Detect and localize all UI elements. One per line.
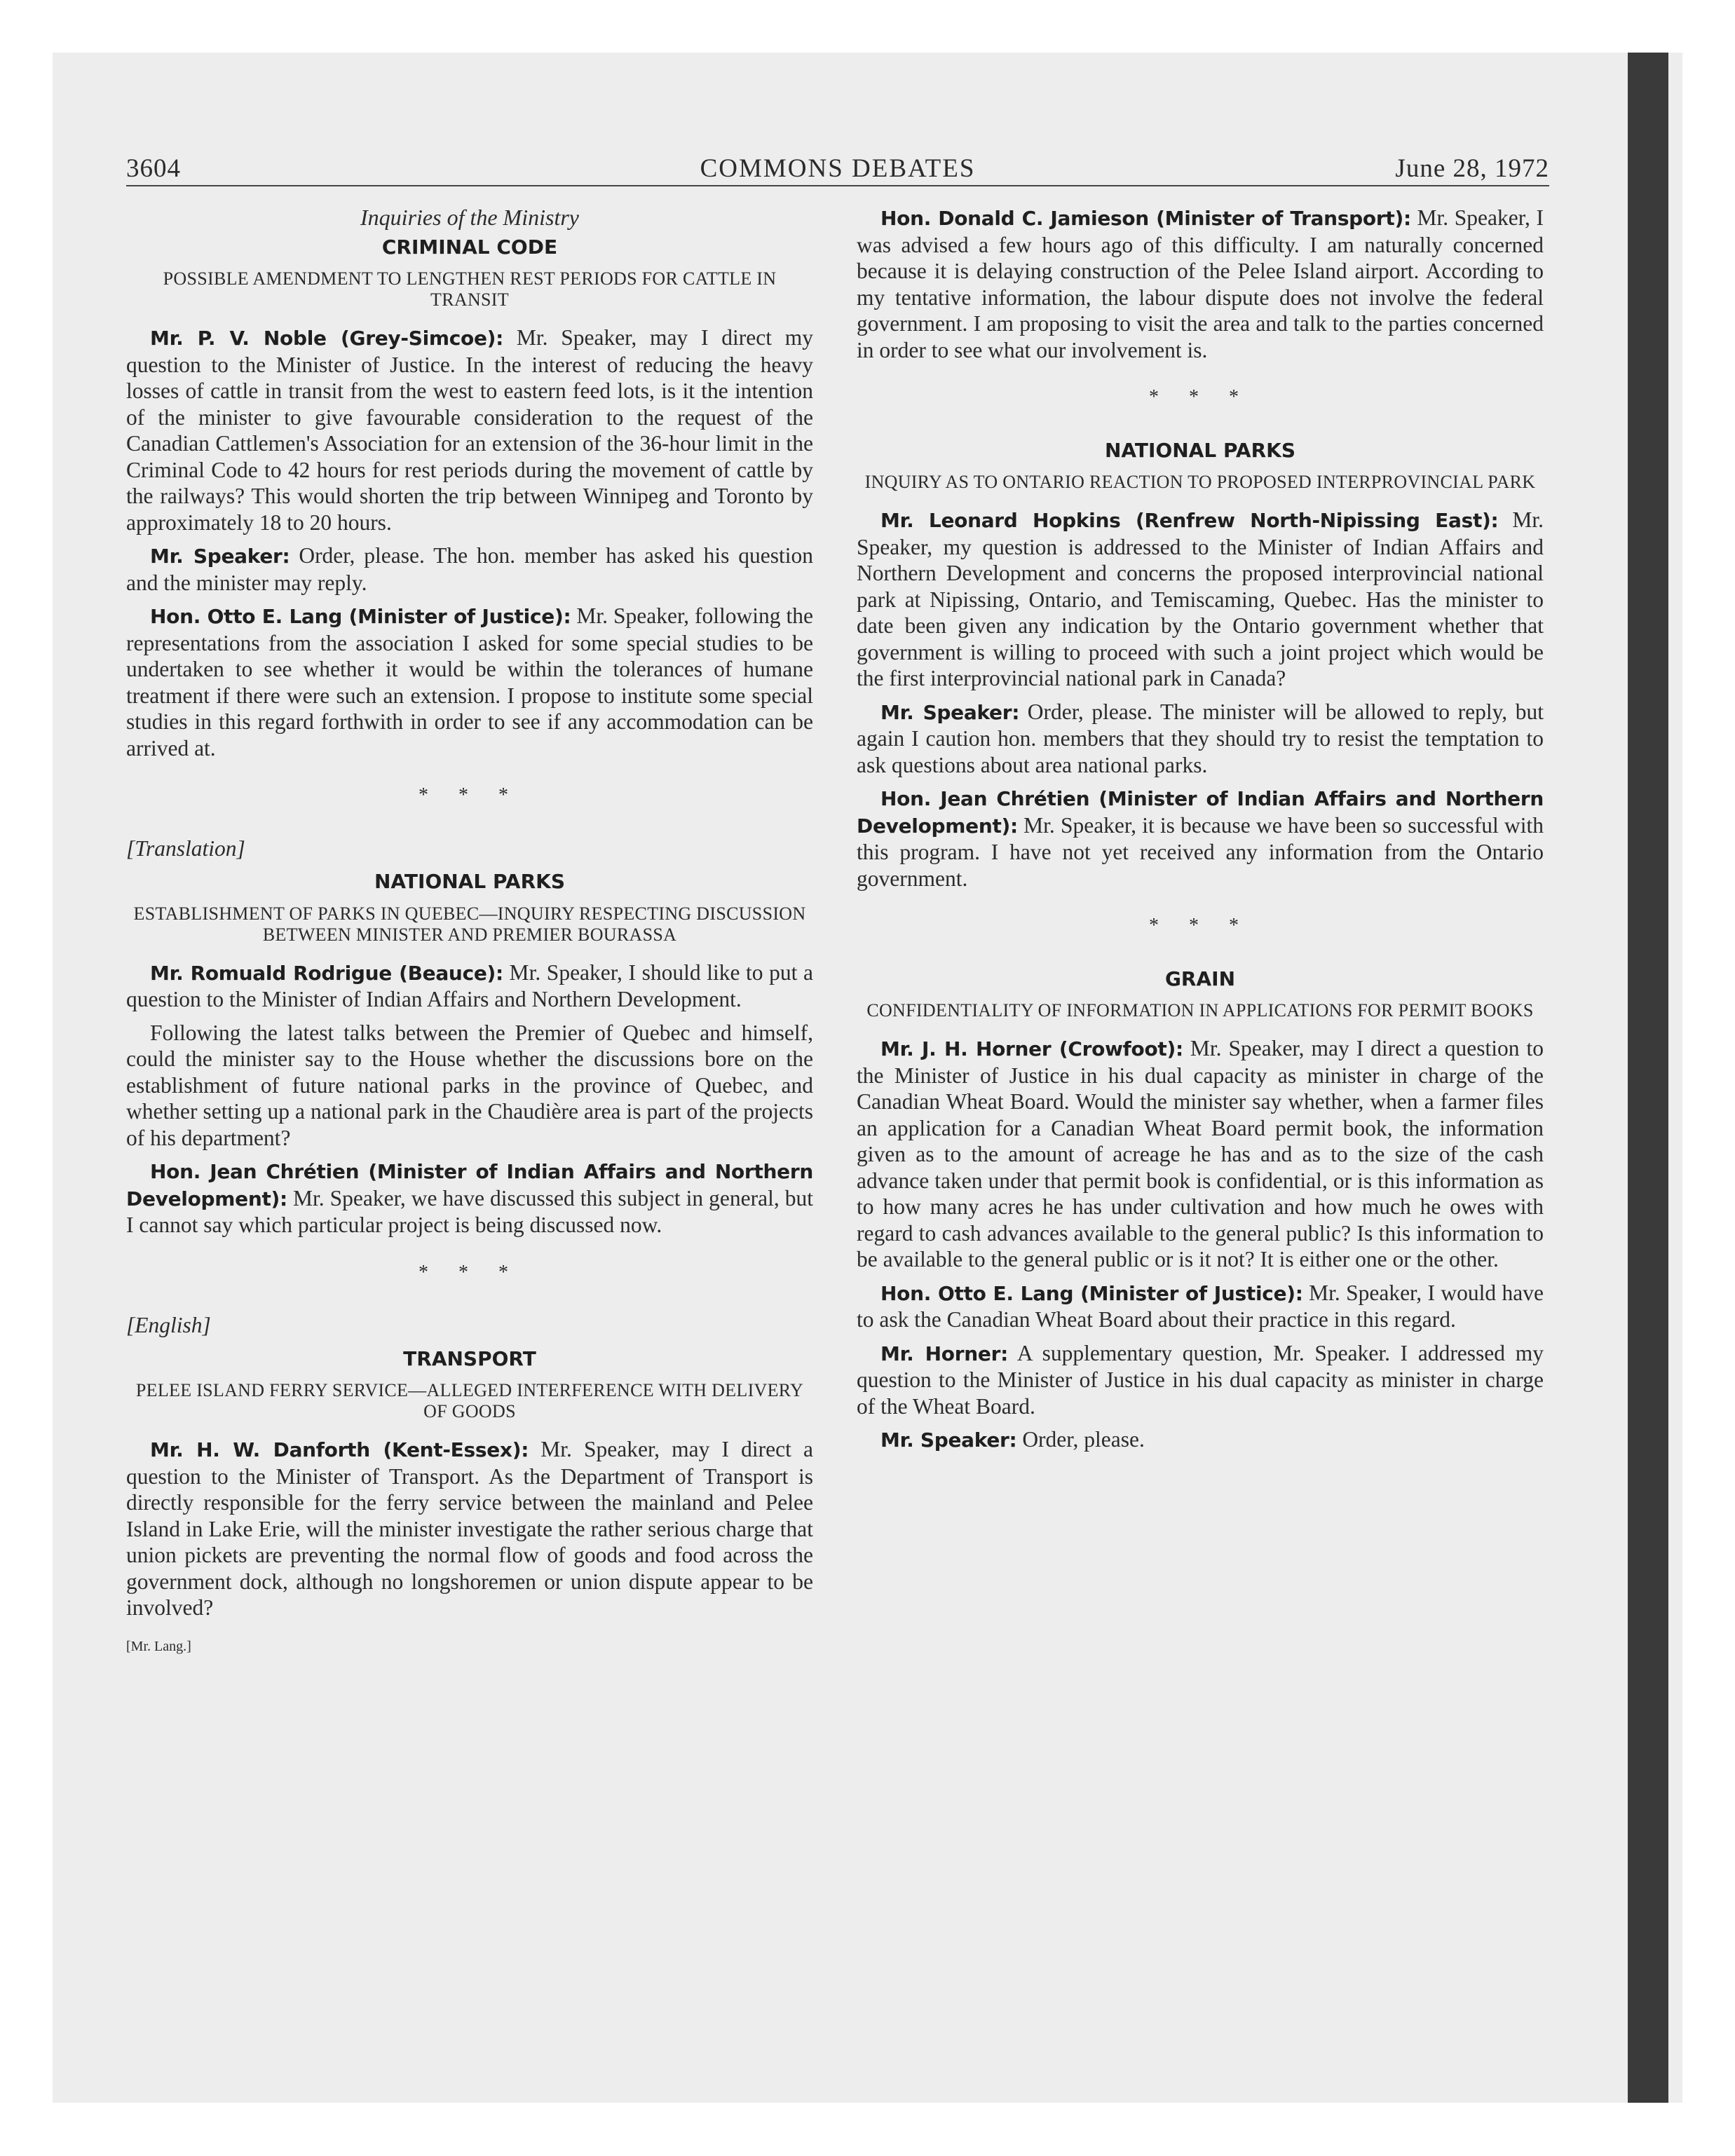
speaker-name: Mr. Horner: bbox=[880, 1342, 1008, 1365]
speech-text: Mr. Speaker, my question is addressed to the Minister of Indian Affairs and Northern Development and concerns the proposed interprovincial national park at Nipissing, Ontario, and Temiscaming, Quebec. Has the minister to date been given any indication by the Ontario government whether that government is willing to proceed with such a joint project which would be the first interprovincial national park in Canada? bbox=[857, 507, 1544, 690]
speech-text: A supplementary question, Mr. Speaker. I addressed my question to the Minister of Justice in his dual capacity as minister in charge of the Wheat Board. bbox=[857, 1340, 1544, 1419]
paragraph-horner-2 bbox=[857, 1340, 1544, 1420]
speaker-name: Hon. Jean Chrétien (Minister of Indian Affairs and Northern Development): bbox=[126, 1160, 813, 1210]
paragraph-horner bbox=[857, 1035, 1544, 1273]
speech-text: Order, please. The hon. member has asked his question and the minister may reply. bbox=[126, 543, 813, 595]
paragraph-hopkins bbox=[857, 507, 1544, 692]
speaker-name: Mr. Speaker: bbox=[150, 545, 290, 568]
speaker-name: Mr. P. V. Noble (Grey-Simcoe): bbox=[150, 327, 504, 350]
scan-edge-bar bbox=[1628, 53, 1668, 2103]
paragraph-chretien bbox=[126, 1158, 813, 1239]
subheading-rest-periods: POSSIBLE AMENDMENT TO LENGTHEN REST PERIODS FOR CATTLE IN TRANSIT bbox=[163, 268, 777, 310]
paragraph-chretien-2 bbox=[857, 785, 1544, 892]
paragraph-danforth bbox=[126, 1436, 813, 1621]
paragraph-speaker bbox=[126, 543, 813, 596]
speaker-name: Mr. J. H. Horner (Crowfoot): bbox=[880, 1037, 1183, 1060]
section-heading-national-parks: NATIONAL PARKS bbox=[374, 870, 565, 893]
speech-text: Order, please. bbox=[1016, 1427, 1145, 1452]
speaker-name: Hon. Donald C. Jamieson (Minister of Transport): bbox=[880, 207, 1411, 230]
paragraph-speaker-3 bbox=[857, 1426, 1544, 1454]
speech-text: Mr. Speaker, we have discussed this subject in general, but I cannot say which particular project is being discussed now. bbox=[126, 1185, 813, 1237]
speaker-name: Mr. Leonard Hopkins (Renfrew North-Nipissing East): bbox=[880, 509, 1499, 532]
paragraph-lang-2 bbox=[857, 1280, 1544, 1333]
right-column bbox=[857, 205, 1544, 1461]
speaker-name: Hon. Otto E. Lang (Minister of Justice): bbox=[880, 1281, 1303, 1305]
paragraph-speaker-2 bbox=[857, 699, 1544, 779]
page-number: 3604 bbox=[126, 154, 181, 183]
translation-note: [Translation] bbox=[126, 835, 245, 861]
speaker-name: Hon. Otto E. Lang (Minister of Justice): bbox=[150, 605, 571, 628]
speech-text: Mr. Speaker, may I direct a question to the Minister of Justice in his dual capacity as minister in charge of the Canadian Wheat Board. Would the minister say whether, when a farmer files an application for a Canadian Wheat Board permit book, the information given as to the amount of acreage he has and as to the size of the cash advance taken under that permit book is confidential, or is this information as to how many acres he has under cultivation and how much he owes with regard to cash advances available to the general public? Is this information to be available to the general public or is it not? It is either one or the other. bbox=[857, 1036, 1544, 1271]
section-divider: * * * bbox=[1149, 915, 1251, 936]
speaker-name: Mr. H. W. Danforth (Kent-Essex): bbox=[150, 1438, 529, 1461]
speech-text: Mr. Speaker, following the representations from the association I asked for some special studies to be undertaken to see whether it would be within the tolerances of humane treatment if there were such an extension. I propose to institute some special studies in this regard forthwith in order to see if any accommodation can be arrived at. bbox=[126, 603, 813, 760]
speech-text: Mr. Speaker, I was advised a few hours ago of this difficulty. I am naturally concerned because it is delaying construction of the Pelee Island airport. According to my tentative information, the labour dispute does not involve the federal government. I am proposing to visit the area and talk to the parties concerned in order to see what our involvement is. bbox=[857, 205, 1544, 362]
paragraph-rodrigue-cont: Following the latest talks between the Premier of Quebec and himself, could the minister say to the House whether the discussions bore on the establishment of future national parks in the province of Quebec, and whether setting up a national park in the Chaudière area is part of the projects of his department? bbox=[126, 1020, 813, 1150]
speech-text: Order, please. The minister will be allowed to reply, but again I caution hon. members that they should try to resist the temptation to ask questions about area national parks. bbox=[857, 699, 1544, 777]
paragraph-jamieson bbox=[857, 205, 1544, 363]
speech-text: Mr. Speaker, it is because we have been so successful with this program. I have not yet received any information from the Ontario government. bbox=[857, 812, 1544, 891]
left-column bbox=[126, 205, 813, 1660]
section-heading-criminal-code: CRIMINAL CODE bbox=[381, 235, 558, 259]
page-footnote: [Mr. Lang.] bbox=[126, 1638, 191, 1654]
speaker-name: Mr. Speaker: bbox=[880, 1428, 1017, 1452]
section-divider: * * * bbox=[419, 784, 521, 806]
english-note: [English] bbox=[126, 1313, 211, 1337]
speech-text: Mr. Speaker, may I direct a question to the Minister of Transport. As the Department of Transport is directly responsible for the ferry service between the mainland and Pelee Island in Lake Erie, will the minister investigate the rather serious charge that union pickets are preventing the normal flow of goods and food across the government dock, although no longshoremen or union dispute appear to be involved? bbox=[126, 1437, 813, 1620]
subheading-parks-quebec: ESTABLISHMENT OF PARKS IN QUEBEC—INQUIRY RESPECTING DISCUSSION BETWEEN MINISTER AND PREMIER BOURASSA bbox=[133, 903, 806, 945]
speech-text: Mr. Speaker, may I direct my question to the Minister of Justice. In the interest of reducing the heavy losses of cattle in transit from the west to eastern feed lots, is it the intention of the minister to give favourable consideration to the request of the Canadian Cattlemen's Association for an extension of the 36-hour limit in the Criminal Code to 42 hours for rest periods during the movement of cattle by the railways? This would shorten the trip between Winnipeg and Toronto by approximately 18 to 20 hours. bbox=[126, 325, 813, 535]
speech-text: Mr. Speaker, I should like to put a question to the Minister of Indian Affairs and Northern Development. bbox=[126, 960, 813, 1011]
section-divider: * * * bbox=[1149, 386, 1251, 408]
page-header bbox=[126, 151, 1549, 186]
publication-date: June 28, 1972 bbox=[1395, 154, 1549, 183]
speaker-name: Mr. Speaker: bbox=[880, 700, 1020, 724]
speech-text: Mr. Speaker, I would have to ask the Canadian Wheat Board about their practice in this regard. bbox=[857, 1280, 1544, 1332]
publication-title: COMMONS DEBATES bbox=[700, 154, 976, 183]
speaker-name: Hon. Jean Chrétien (Minister of Indian Affairs and Northern Development): bbox=[857, 787, 1544, 838]
section-divider: * * * bbox=[419, 1261, 521, 1283]
section-heading-transport: TRANSPORT bbox=[403, 1346, 536, 1370]
subheading-permit-books: CONFIDENTIALITY OF INFORMATION IN APPLICATIONS FOR PERMIT BOOKS bbox=[866, 1000, 1534, 1021]
paragraph-noble bbox=[126, 325, 813, 535]
subheading-ontario-park: INQUIRY AS TO ONTARIO REACTION TO PROPOSED INTERPROVINCIAL PARK bbox=[864, 472, 1536, 492]
speaker-name: Mr. Romuald Rodrigue (Beauce): bbox=[150, 961, 503, 985]
section-heading-grain: GRAIN bbox=[1164, 967, 1236, 990]
paragraph-lang bbox=[126, 603, 813, 761]
ministry-heading: Inquiries of the Ministry bbox=[360, 205, 579, 230]
subheading-pelee-ferry: PELEE ISLAND FERRY SERVICE—ALLEGED INTERFERENCE WITH DELIVERY OF GOODS bbox=[135, 1380, 804, 1421]
paragraph-rodrigue bbox=[126, 960, 813, 1013]
section-heading-national-parks-2: NATIONAL PARKS bbox=[1105, 438, 1295, 462]
